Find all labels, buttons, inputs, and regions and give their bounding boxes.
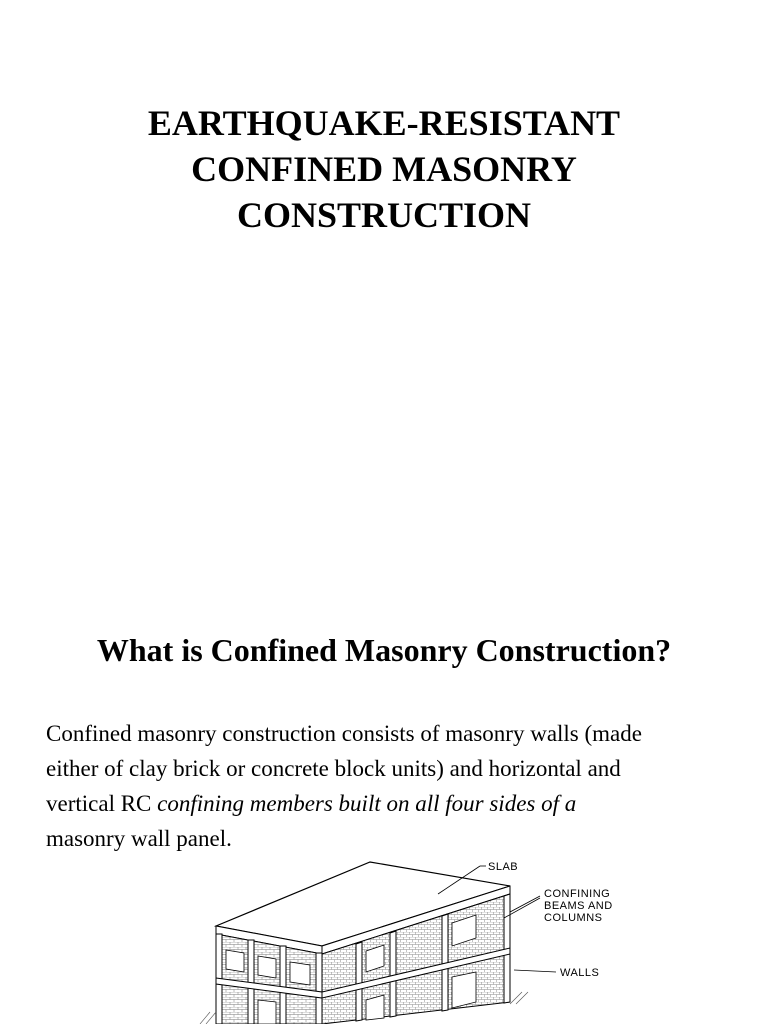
paragraph-line-3 — [46, 786, 746, 821]
label-confining-2: BEAMS AND — [544, 900, 613, 912]
paragraph-line-2: either of clay brick or concrete block units) and horizontal and — [46, 756, 621, 781]
paragraph-line-4: masonry wall panel. — [46, 826, 232, 851]
label-slab: SLAB — [488, 861, 519, 873]
label-confining-1: CONFINING — [544, 888, 611, 900]
slide-title — [0, 100, 768, 238]
label-confining-3: COLUMNS — [544, 912, 603, 924]
title-line-2: CONFINED MASONRY — [191, 149, 577, 189]
title-line-1: EARTHQUAKE-RESISTANT — [147, 103, 621, 143]
paragraph-line-3-italic: confining members built on all four sides of a — [157, 791, 577, 816]
label-walls: WALLS — [560, 967, 600, 979]
building-drawing — [180, 852, 660, 1024]
section-heading: What is Confined Masonry Construction? — [96, 632, 672, 668]
confined-masonry-illustration — [180, 852, 660, 1024]
paragraph-line-1: Confined masonry construction consists of masonry walls (made — [46, 721, 642, 746]
title-line-3: CONSTRUCTION — [236, 195, 532, 235]
paragraph-line-3-plain: vertical RC — [46, 791, 158, 816]
body-paragraph — [46, 716, 746, 856]
